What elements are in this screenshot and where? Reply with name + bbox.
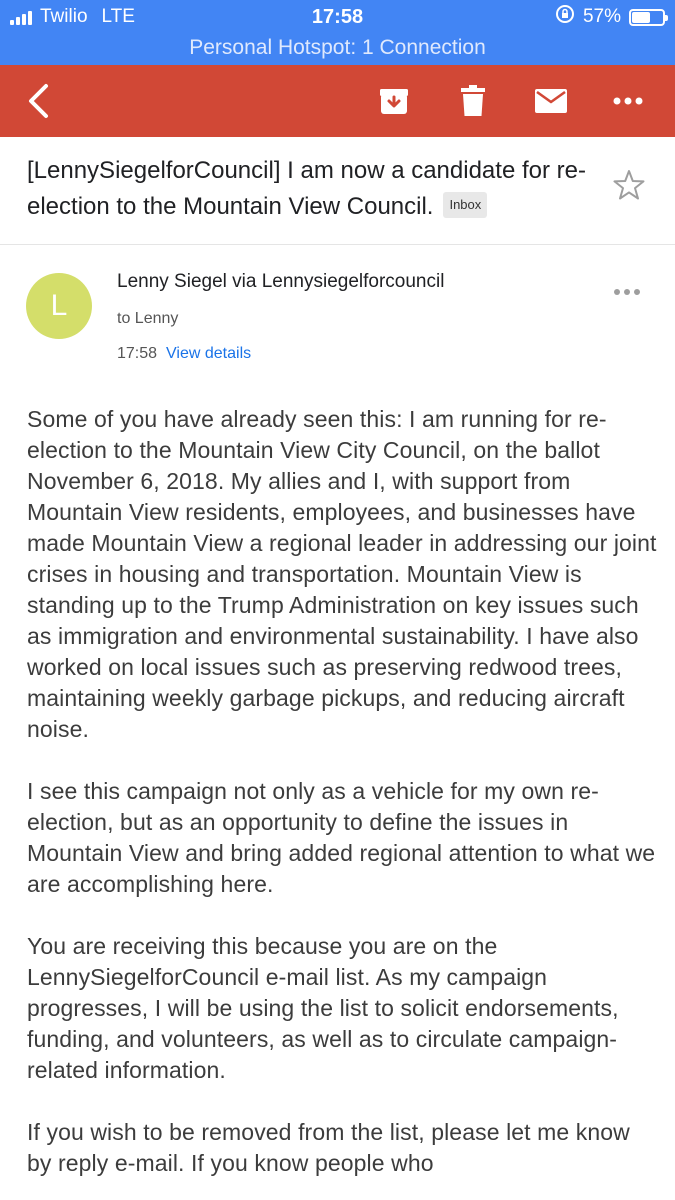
message-more-icon[interactable] [614, 286, 644, 298]
avatar[interactable]: L [26, 273, 92, 339]
battery-icon [629, 9, 665, 26]
network-label: LTE [101, 6, 135, 27]
delete-button[interactable] [445, 65, 501, 137]
subject-area [0, 137, 675, 245]
sent-time: 17:58 [117, 345, 158, 362]
body-paragraph: I see this campaign not only as a vehicle for my own re-election, but as an opportunity to define the issues in Mountain View and bring added regional attention to what we are accomplishing here. [27, 778, 656, 897]
time-line [117, 345, 251, 363]
more-icon [613, 97, 643, 105]
sender-name: Lenny Siegel via Lennysiegelforcouncil [117, 271, 445, 292]
app-toolbar [0, 65, 675, 137]
email-subject [27, 153, 587, 225]
body-paragraph: You are receiving this because you are on the LennySiegelforCouncil e-mail list. As my campaign progresses, I will be using the list to solicit endorsements, funding, and volunteers, as well as to circulate campaign-related information. [27, 933, 619, 1083]
inbox-label[interactable]: Inbox [443, 192, 487, 218]
recipient-line: to Lenny [117, 310, 179, 327]
trash-icon [460, 85, 486, 117]
body-paragraph: If you wish to be removed from the list, please let me know by reply e-mail. If you know people who [27, 1119, 630, 1176]
battery-fill [632, 12, 650, 23]
status-bar [0, 0, 675, 34]
more-button[interactable] [600, 65, 656, 137]
view-details-link[interactable]: View details [166, 345, 252, 362]
archive-button[interactable] [366, 65, 422, 137]
archive-icon [378, 85, 410, 117]
mark-unread-button[interactable] [523, 65, 579, 137]
hotspot-banner[interactable]: Personal Hotspot: 1 Connection [0, 34, 675, 65]
email-body [27, 404, 659, 1200]
clock: 17:58 [311, 6, 364, 28]
body-paragraph: Some of you have already seen this: I am running for re-election to the Mountain View City Council, on the ballot November 6, 2018. My allies and I, with support from Mountain View residents, employees, and businesses have made Mountain View a regional leader in addressing our joint crises in housing and transportation. Mountain View is standing up to the Trump Administration on key issues such as immigration and environmental sustainability. I have also worked on local issues such as preserving redwood trees, maintaining weekly garbage pickups, and reducing aircraft noise. [27, 406, 657, 742]
mail-icon [534, 88, 568, 114]
star-icon[interactable] [612, 168, 646, 202]
subject-text: [LennySiegelforCouncil] I am now a candidate for re-election to the Mountain View Council. [27, 157, 586, 220]
back-button[interactable] [10, 65, 66, 137]
carrier-label: Twilio [40, 6, 88, 27]
rotation-lock-icon [555, 4, 575, 30]
battery-percent: 57% [582, 6, 621, 27]
status-right [555, 6, 665, 28]
back-arrow-icon [24, 83, 52, 119]
